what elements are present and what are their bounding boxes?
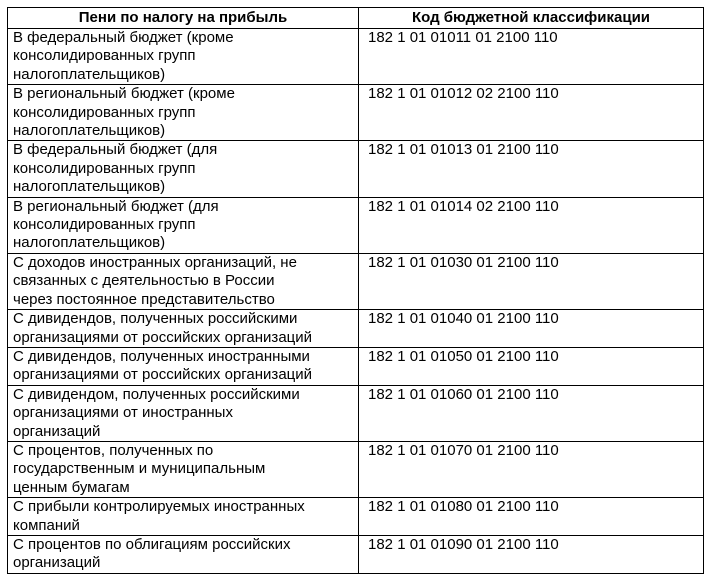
penalty-description: В региональный бюджет (кроме консолидированных групп налогоплательщиков) — [8, 85, 359, 141]
kbk-code: 182 1 01 01070 01 2100 110 — [359, 441, 704, 497]
kbk-code: 182 1 01 01090 01 2100 110 — [359, 535, 704, 573]
kbk-penalty-table — [7, 7, 704, 574]
kbk-code: 182 1 01 01080 01 2100 110 — [359, 498, 704, 536]
table-row — [8, 535, 704, 573]
penalty-description: В региональный бюджет (для консолидированных групп налогоплательщиков) — [8, 197, 359, 253]
penalty-description: В федеральный бюджет (кроме консолидированных групп налогоплательщиков) — [8, 29, 359, 85]
kbk-code: 182 1 01 01030 01 2100 110 — [359, 253, 704, 309]
kbk-code: 182 1 01 01011 01 2100 110 — [359, 29, 704, 85]
penalty-description: С дивидендов, полученных российскими организациями от российских организаций — [8, 310, 359, 348]
penalty-description: В федеральный бюджет (для консолидированных групп налогоплательщиков) — [8, 141, 359, 197]
penalty-description: С процентов, полученных по государственным и муниципальным ценным бумагам — [8, 441, 359, 497]
table-row — [8, 253, 704, 309]
kbk-code: 182 1 01 01013 01 2100 110 — [359, 141, 704, 197]
penalty-description: С доходов иностранных организаций, не связанных с деятельностью в России через постоянное представительство — [8, 253, 359, 309]
table-row — [8, 310, 704, 348]
penalty-description: С дивидендом, полученных российскими организациями от иностранных организаций — [8, 385, 359, 441]
table-row — [8, 197, 704, 253]
penalty-description: С дивидендов, полученных иностранными организациями от российских организаций — [8, 347, 359, 385]
kbk-code: 182 1 01 01060 01 2100 110 — [359, 385, 704, 441]
table-row — [8, 385, 704, 441]
table-row — [8, 85, 704, 141]
column-header-penalty: Пени по налогу на прибыль — [8, 8, 359, 29]
kbk-code: 182 1 01 01012 02 2100 110 — [359, 85, 704, 141]
table-row — [8, 441, 704, 497]
table-row — [8, 347, 704, 385]
table-row — [8, 141, 704, 197]
table-row — [8, 498, 704, 536]
table-row — [8, 29, 704, 85]
kbk-code: 182 1 01 01040 01 2100 110 — [359, 310, 704, 348]
table-header-row — [8, 8, 704, 29]
kbk-code: 182 1 01 01014 02 2100 110 — [359, 197, 704, 253]
penalty-description: С процентов по облигациям российских организаций — [8, 535, 359, 573]
kbk-code: 182 1 01 01050 01 2100 110 — [359, 347, 704, 385]
penalty-description: С прибыли контролируемых иностранных компаний — [8, 498, 359, 536]
column-header-kbk-code: Код бюджетной классификации — [359, 8, 704, 29]
